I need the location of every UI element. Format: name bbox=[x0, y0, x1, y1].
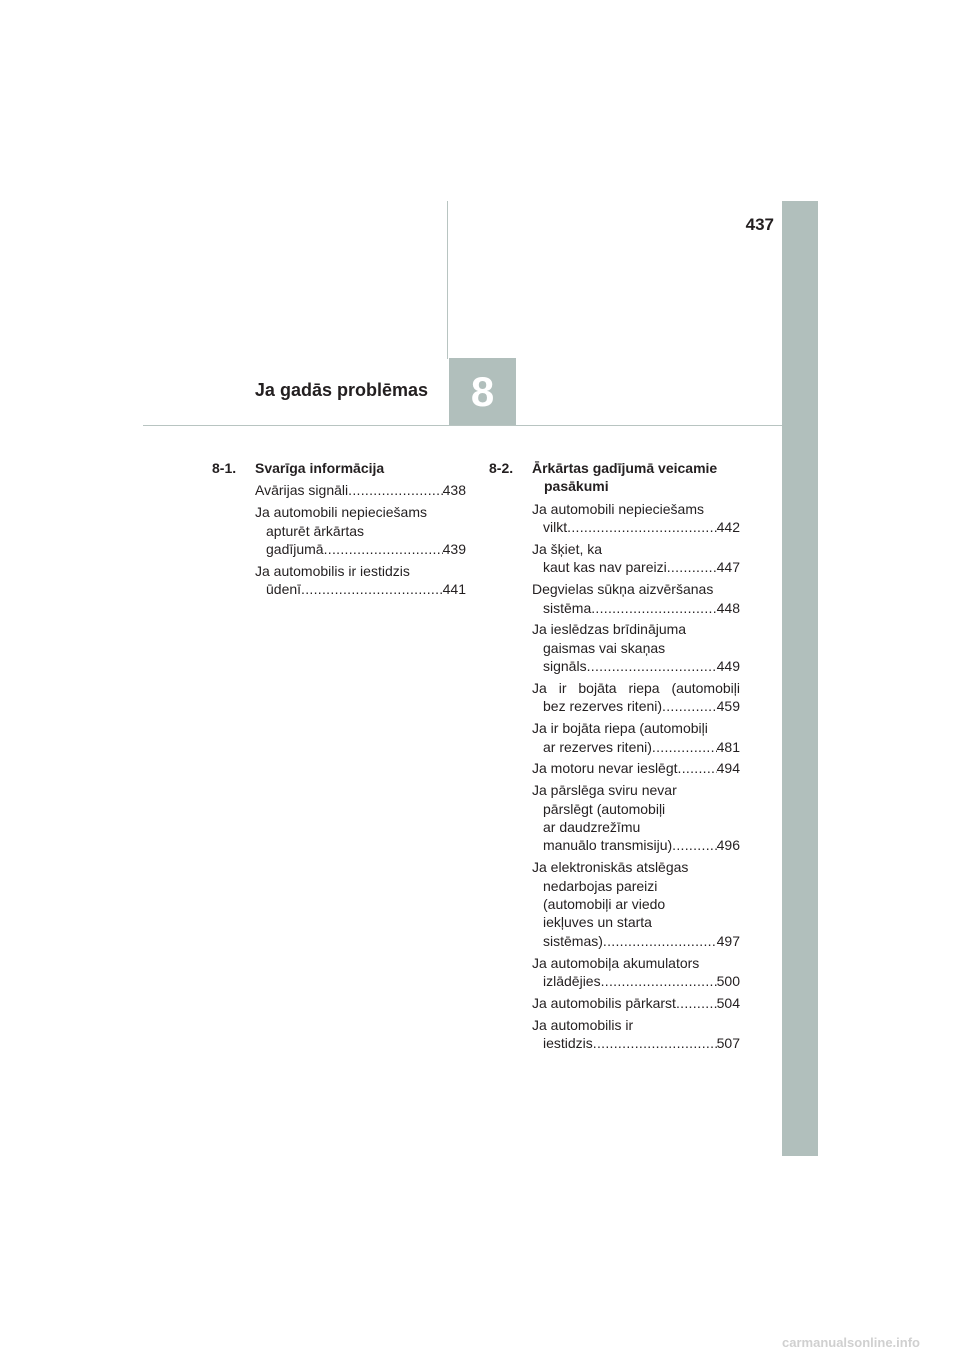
toc-leader-dots bbox=[591, 599, 716, 617]
toc-entry-last-line bbox=[532, 1034, 740, 1052]
toc-entry-line: Ja šķiet, ka bbox=[532, 541, 603, 558]
toc-entry-text: ar rezerves riteni) bbox=[543, 738, 652, 755]
toc-entry-last-line bbox=[255, 540, 466, 558]
toc-entry[interactable] bbox=[532, 679, 740, 716]
header-vertical-rule bbox=[447, 201, 448, 359]
toc-entry-text: sistēma bbox=[543, 599, 592, 616]
toc-leader-dots bbox=[667, 558, 717, 576]
toc-leader-dots bbox=[652, 738, 717, 756]
toc-section-8-1 bbox=[212, 459, 466, 602]
section-number: 8-2. bbox=[489, 460, 514, 476]
toc-entry-last-line bbox=[532, 657, 740, 675]
toc-entry-last-line bbox=[532, 518, 740, 536]
toc-entry[interactable] bbox=[532, 781, 740, 855]
toc-entry[interactable] bbox=[255, 562, 466, 599]
chapter-title: Ja gadās problēmas bbox=[254, 380, 428, 400]
toc-entry[interactable] bbox=[532, 500, 740, 537]
toc-leader-dots bbox=[324, 540, 443, 558]
toc-entry[interactable] bbox=[532, 759, 740, 777]
toc-page-number: 442 bbox=[716, 519, 740, 536]
toc-entry-line: Ja pārslēga sviru nevar bbox=[532, 782, 677, 799]
toc-entry-text: bez rezerves riteni) bbox=[543, 698, 663, 715]
toc-entry-line: Ja ir bojāta riepa (automobiļi bbox=[532, 720, 708, 737]
toc-entry-last-line bbox=[255, 481, 466, 499]
toc-entry-last-line bbox=[532, 994, 740, 1012]
toc-entry-text: manuālo transmisiju) bbox=[543, 837, 673, 854]
toc-page-number: 504 bbox=[716, 994, 740, 1011]
chapter-number-box bbox=[449, 358, 516, 425]
chapter-side-tab bbox=[782, 201, 818, 1156]
toc-leader-dots bbox=[348, 481, 443, 499]
toc-entry-line: ar daudzrežīmu bbox=[543, 819, 641, 836]
toc-leader-dots bbox=[593, 1034, 717, 1052]
toc-entry-text: gadījumā bbox=[266, 541, 324, 558]
toc-leader-dots bbox=[678, 759, 717, 777]
toc-entry-line: nedarbojas pareizi bbox=[543, 877, 658, 894]
toc-entry[interactable] bbox=[532, 994, 740, 1012]
toc-entry-line: Ja automobili nepieciešams bbox=[255, 504, 427, 521]
toc-entry-last-line bbox=[532, 932, 740, 950]
toc-entry[interactable] bbox=[532, 620, 740, 675]
toc-entry-text: ūdenī bbox=[266, 581, 302, 598]
page-number: 437 bbox=[745, 215, 774, 234]
toc-entry-line: apturēt ārkārtas bbox=[266, 522, 365, 539]
toc-entry[interactable] bbox=[532, 540, 740, 577]
toc-leader-dots bbox=[662, 697, 717, 715]
section-heading bbox=[212, 459, 466, 477]
toc-entry-text: izlādējies bbox=[543, 973, 601, 990]
header-horizontal-rule bbox=[143, 425, 782, 426]
toc-entry-last-line bbox=[532, 599, 740, 617]
section-number: 8-1. bbox=[212, 460, 237, 476]
toc-entry-text: Ja automobilis pārkarst bbox=[532, 994, 676, 1011]
toc-entry[interactable] bbox=[532, 954, 740, 991]
toc-entry-last-line bbox=[532, 738, 740, 756]
toc-entry-text: vilkt bbox=[543, 519, 568, 536]
toc-entry-text: kaut kas nav pareizi bbox=[543, 559, 667, 576]
toc-entry-line: Ja automobili nepieciešams bbox=[532, 500, 704, 517]
toc-entry-text: iestidzis bbox=[543, 1035, 593, 1052]
toc-page-number: 439 bbox=[442, 541, 466, 558]
toc-entry-last-line bbox=[255, 580, 466, 598]
toc-entry-line: Ja automobilis ir iestidzis bbox=[255, 562, 410, 579]
toc-entry-line: Ja elektroniskās atslēgas bbox=[532, 859, 689, 876]
toc-page-number: 507 bbox=[716, 1035, 740, 1052]
toc-entry-text: Ja motoru nevar ieslēgt bbox=[532, 760, 678, 777]
toc-entry-line: Ja automobilis ir bbox=[532, 1016, 634, 1033]
toc-page-number: 448 bbox=[716, 599, 740, 616]
toc-leader-dots bbox=[676, 994, 717, 1012]
toc-entry[interactable] bbox=[255, 503, 466, 558]
watermark: carmanualsonline.info bbox=[782, 1335, 920, 1350]
toc-leader-dots bbox=[587, 657, 717, 675]
toc-entry[interactable] bbox=[532, 858, 740, 950]
toc-entry-last-line bbox=[532, 836, 740, 854]
toc-leader-dots bbox=[567, 518, 717, 536]
toc-entry-text: sistēmas) bbox=[543, 932, 603, 949]
chapter-number: 8 bbox=[470, 367, 495, 415]
toc-entry-last-line bbox=[532, 558, 740, 576]
section-title: Svarīga informācija bbox=[255, 460, 385, 476]
toc-entry-last-line bbox=[532, 697, 740, 715]
toc-entry-line: pārslēgt (automobiļi bbox=[543, 800, 666, 817]
section-heading bbox=[489, 459, 740, 496]
toc-entry-line: Degvielas sūkņa aizvēršanas bbox=[532, 581, 714, 598]
toc-entry-last-line bbox=[532, 972, 740, 990]
toc-page-number: 441 bbox=[442, 581, 466, 598]
toc-page-number: 438 bbox=[442, 482, 466, 499]
toc-leader-dots bbox=[301, 580, 443, 598]
toc-leader-dots bbox=[672, 836, 716, 854]
toc-entry-line: Ja ir bojāta riepa (automobiļi bbox=[532, 680, 740, 697]
toc-entry-text: signāls bbox=[543, 658, 587, 675]
toc-leader-dots bbox=[601, 972, 717, 990]
toc-page-number: 459 bbox=[716, 698, 740, 715]
toc-entry-line: iekļuves un starta bbox=[543, 914, 652, 931]
toc-page-number: 481 bbox=[716, 738, 740, 755]
toc-entry-text: Avārijas signāli bbox=[255, 482, 349, 499]
toc-page-number: 494 bbox=[716, 760, 740, 777]
toc-page-number: 496 bbox=[716, 837, 740, 854]
toc-entry[interactable] bbox=[532, 719, 740, 756]
toc-entry-line: (automobiļi ar viedo bbox=[543, 896, 666, 913]
toc-entry-line: gaismas vai skaņas bbox=[543, 639, 666, 656]
toc-entry[interactable] bbox=[532, 1016, 740, 1053]
toc-section-8-2 bbox=[489, 459, 740, 1056]
toc-entry-line: Ja automobiļa akumulators bbox=[532, 954, 700, 971]
toc-entry-line: Ja ieslēdzas brīdinājuma bbox=[532, 621, 687, 638]
toc-page-number: 449 bbox=[716, 658, 740, 675]
section-title: Ārkārtas gadījumā veicamie pasākumi bbox=[532, 460, 718, 495]
toc-entry[interactable] bbox=[255, 481, 466, 499]
toc-leader-dots bbox=[603, 932, 717, 950]
toc-page-number: 500 bbox=[716, 973, 740, 990]
toc-entry-last-line bbox=[532, 759, 740, 777]
toc-page-number: 497 bbox=[716, 932, 740, 949]
toc-entry[interactable] bbox=[532, 580, 740, 617]
toc-page-number: 447 bbox=[716, 559, 740, 576]
